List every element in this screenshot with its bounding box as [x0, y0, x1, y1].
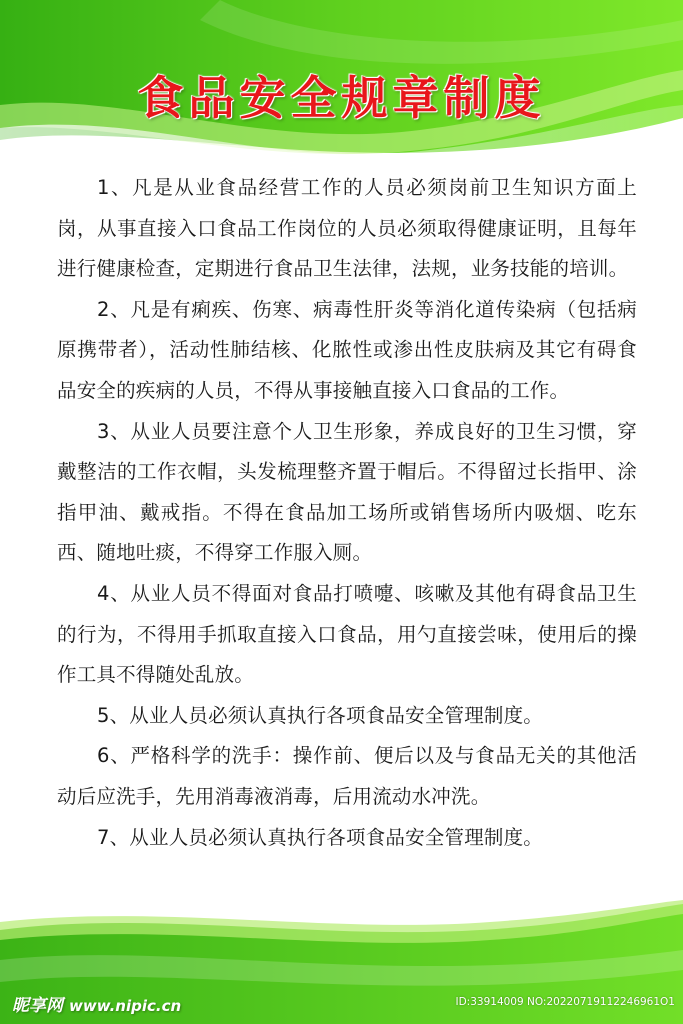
regulations-list [57, 168, 637, 858]
poster-title: 食品安全规章制度 [137, 71, 546, 125]
regulation-item-5: 5、从业人员必须认真执行各项食品安全管理制度。 [97, 703, 544, 727]
watermark-url: www.nipic.cn [69, 997, 182, 1015]
watermark-logo [12, 991, 181, 1016]
regulation-item-1: 1、凡是从业食品经营工作的人员必须岗前卫生知识方面上岗，从事直接入口食品工作岗位的人员必须取得健康证明，且每年进行健康检查，定期进行食品卫生法律，法规，业务技能的培训。 [57, 176, 637, 281]
regulation-item-6: 6、严格科学的洗手：操作前、便后以及与食品无关的其他活动后应洗手，先用消毒液消毒，后用流动水冲洗。 [57, 744, 637, 808]
regulation-item-2: 2、凡是有痢疾、伤寒、病毒性肝炎等消化道传染病（包括病原携带者），活动性肺结核、化脓性或渗出性皮肤病及其它有碍食品安全的疾病的人员，不得从事接触直接入口食品的工作。 [57, 297, 637, 402]
watermark-logo-text: 昵享网 [12, 996, 63, 1016]
regulation-item-4: 4、从业人员不得面对食品打喷嚏、咳嗽及其他有碍食品卫生的行为，不得用手抓取直接入口食品，用勺直接尝味，使用后的操作工具不得随处乱放。 [57, 581, 637, 687]
regulation-item-7: 7、从业人员必须认真执行各项食品安全管理制度。 [97, 825, 544, 849]
watermark-id: ID:33914009 NO:20220719112246961O1 [455, 996, 675, 1008]
regulation-item-3: 3、从业人员要注意个人卫生形象，养成良好的卫生习惯，穿戴整洁的工作衣帽，头发梳理整齐置于帽后。不得留过长指甲、涂指甲油、戴戒指。不得在食品加工场所或销售场所内吸烟、吃东西、随地吐痰，不得穿工作服入厕。 [57, 419, 637, 565]
